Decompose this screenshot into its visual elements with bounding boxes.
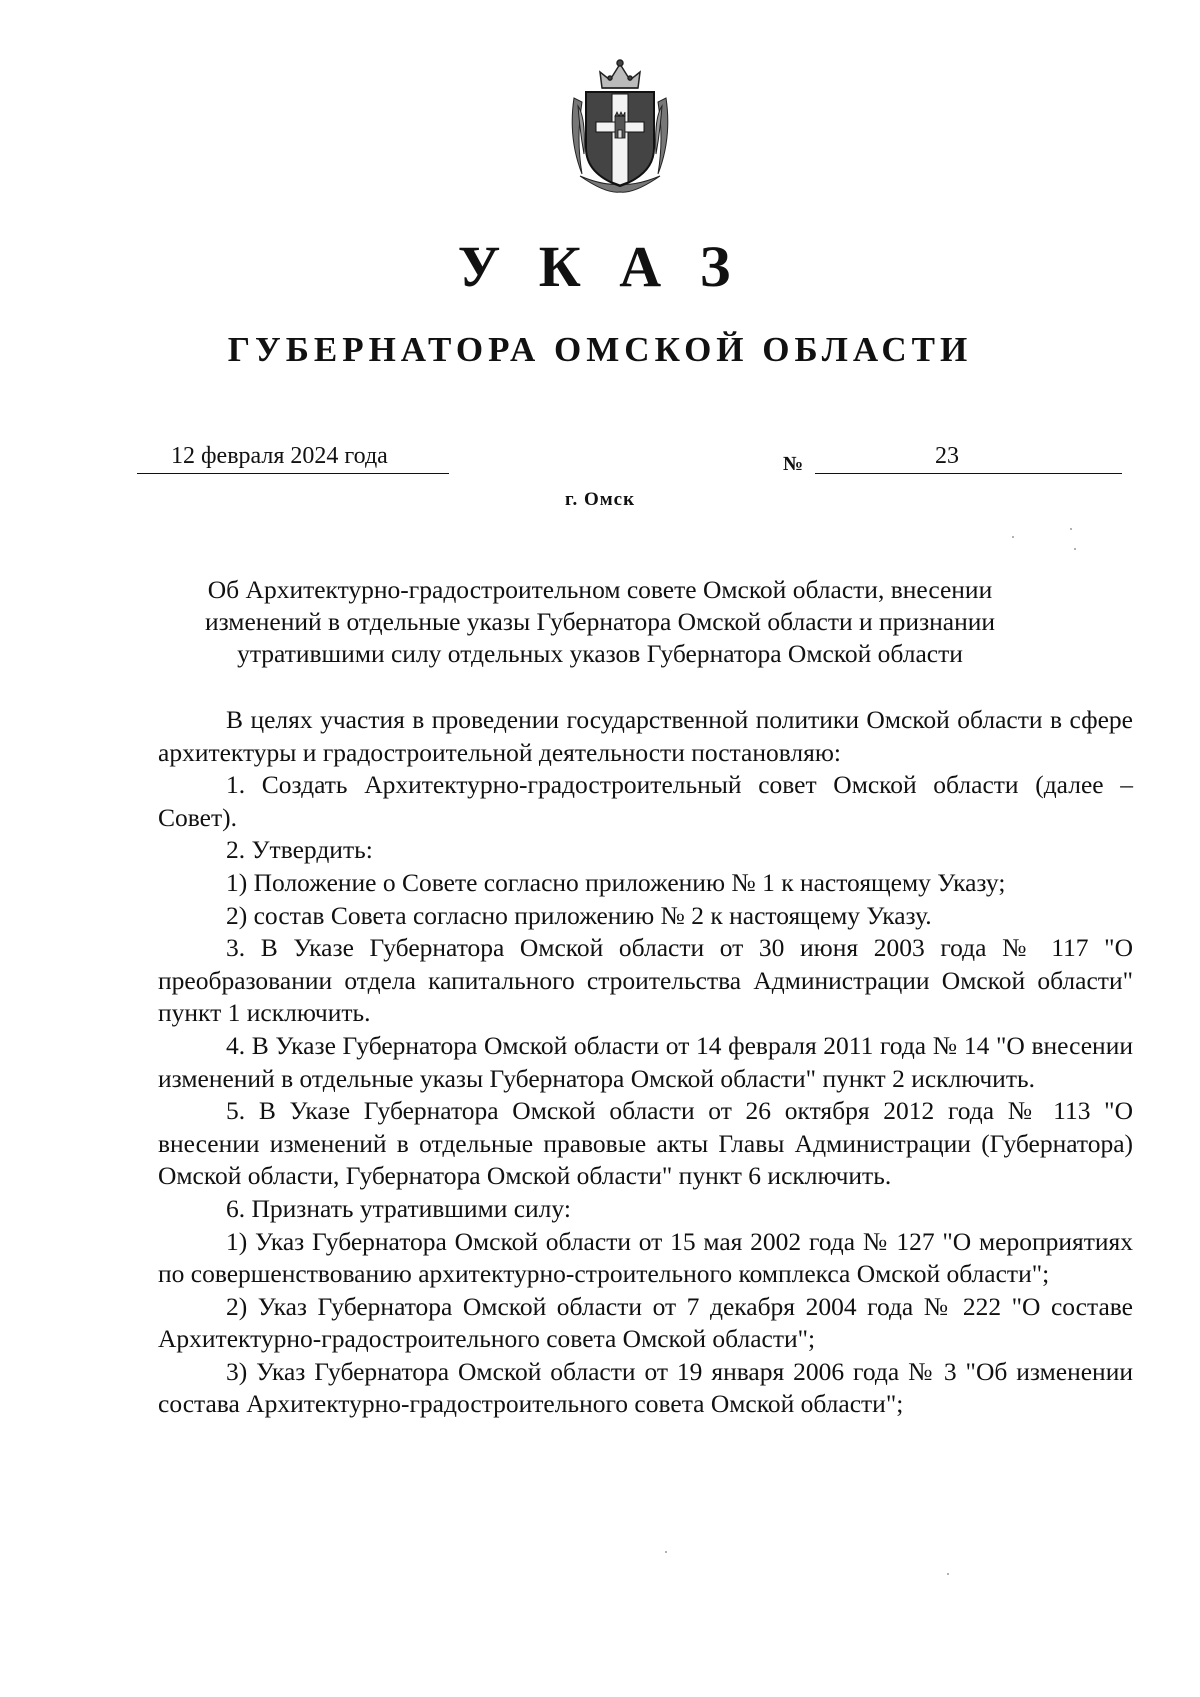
paragraph: 2) состав Совета согласно приложению № 2 к настоящему Указу. — [226, 900, 932, 930]
scan-speck — [1012, 536, 1014, 538]
paragraph: 2) Указ Губернатора Омской области от 7 декабря 2004 года № 222 "О составе Архитектурно-градостроительного совета Омской области"; — [158, 1291, 1133, 1354]
decree-heading: Об Архитектурно-градостроительном совете Омской области, внесении изменений в отдельные указы Губернатора Омской области и признании утратившими силу отдельных указов Губернатора Омской области — [204, 575, 996, 668]
number-label: № — [783, 453, 804, 475]
paragraph: 1) Положение о Совете согласно приложению № 1 к настоящему Указу; — [226, 867, 1006, 897]
paragraph: 3) Указ Губернатора Омской области от 19 января 2006 года № 3 "Об изменении состава Архитектурно-градостроительного совета Омской области"; — [158, 1356, 1133, 1419]
crown-icon — [600, 60, 640, 88]
scan-speck — [947, 1573, 949, 1575]
decree-body — [158, 704, 1133, 1421]
paragraph: 3. В Указе Губернатора Омской области от 30 июня 2003 года № 117 "О преобразовании отдела капитального строительства Администрации Омской области" пункт 1 исключить. — [158, 933, 1133, 1028]
paragraph: В целях участия в проведении государственной политики Омской области в сфере архитектуры и градостроительной деятельности постановляю: — [158, 705, 1133, 767]
scan-speck — [1070, 528, 1072, 530]
fortress-icon — [615, 112, 625, 138]
paragraph: 1. Создать Архитектурно-градостроительный совет Омской области (далее – Совет). — [158, 770, 1133, 832]
scan-speck — [665, 1551, 667, 1553]
paragraph: 6. Признать утратившими силу: — [226, 1193, 571, 1223]
scan-speck — [1074, 548, 1076, 550]
paragraph: 1) Указ Губернатора Омской области от 15 мая 2002 года № 127 "О мероприятиях по совершенствованию архитектурно-строительного комплекса Омской области"; — [158, 1226, 1133, 1289]
decree-date: 12 февраля 2024 года — [137, 440, 449, 474]
paragraph: 2. Утвердить: — [226, 835, 373, 865]
decree-number: 23 — [815, 440, 1122, 474]
issue-city: г. Омск — [564, 489, 636, 510]
paragraph: 4. В Указе Губернатора Омской области от 14 февраля 2011 года № 14 "О внесении изменений в отдельные указы Губернатора Омской области" пункт 2 исключить. — [158, 1030, 1133, 1093]
omsk-region-coat-of-arms-icon — [566, 58, 674, 198]
document-subtitle: ГУБЕРНАТОРА ОМСКОЙ ОБЛАСТИ — [227, 330, 973, 369]
paragraph: 5. В Указе Губернатора Омской области от 26 октября 2012 года № 113 "О внесении изменений в отдельные правовые акты Главы Администрации (Губернатора) Омской области, Губернатора Омской области" пункт 6 исключить. — [158, 1096, 1133, 1191]
document-title: У К А З — [457, 234, 743, 299]
